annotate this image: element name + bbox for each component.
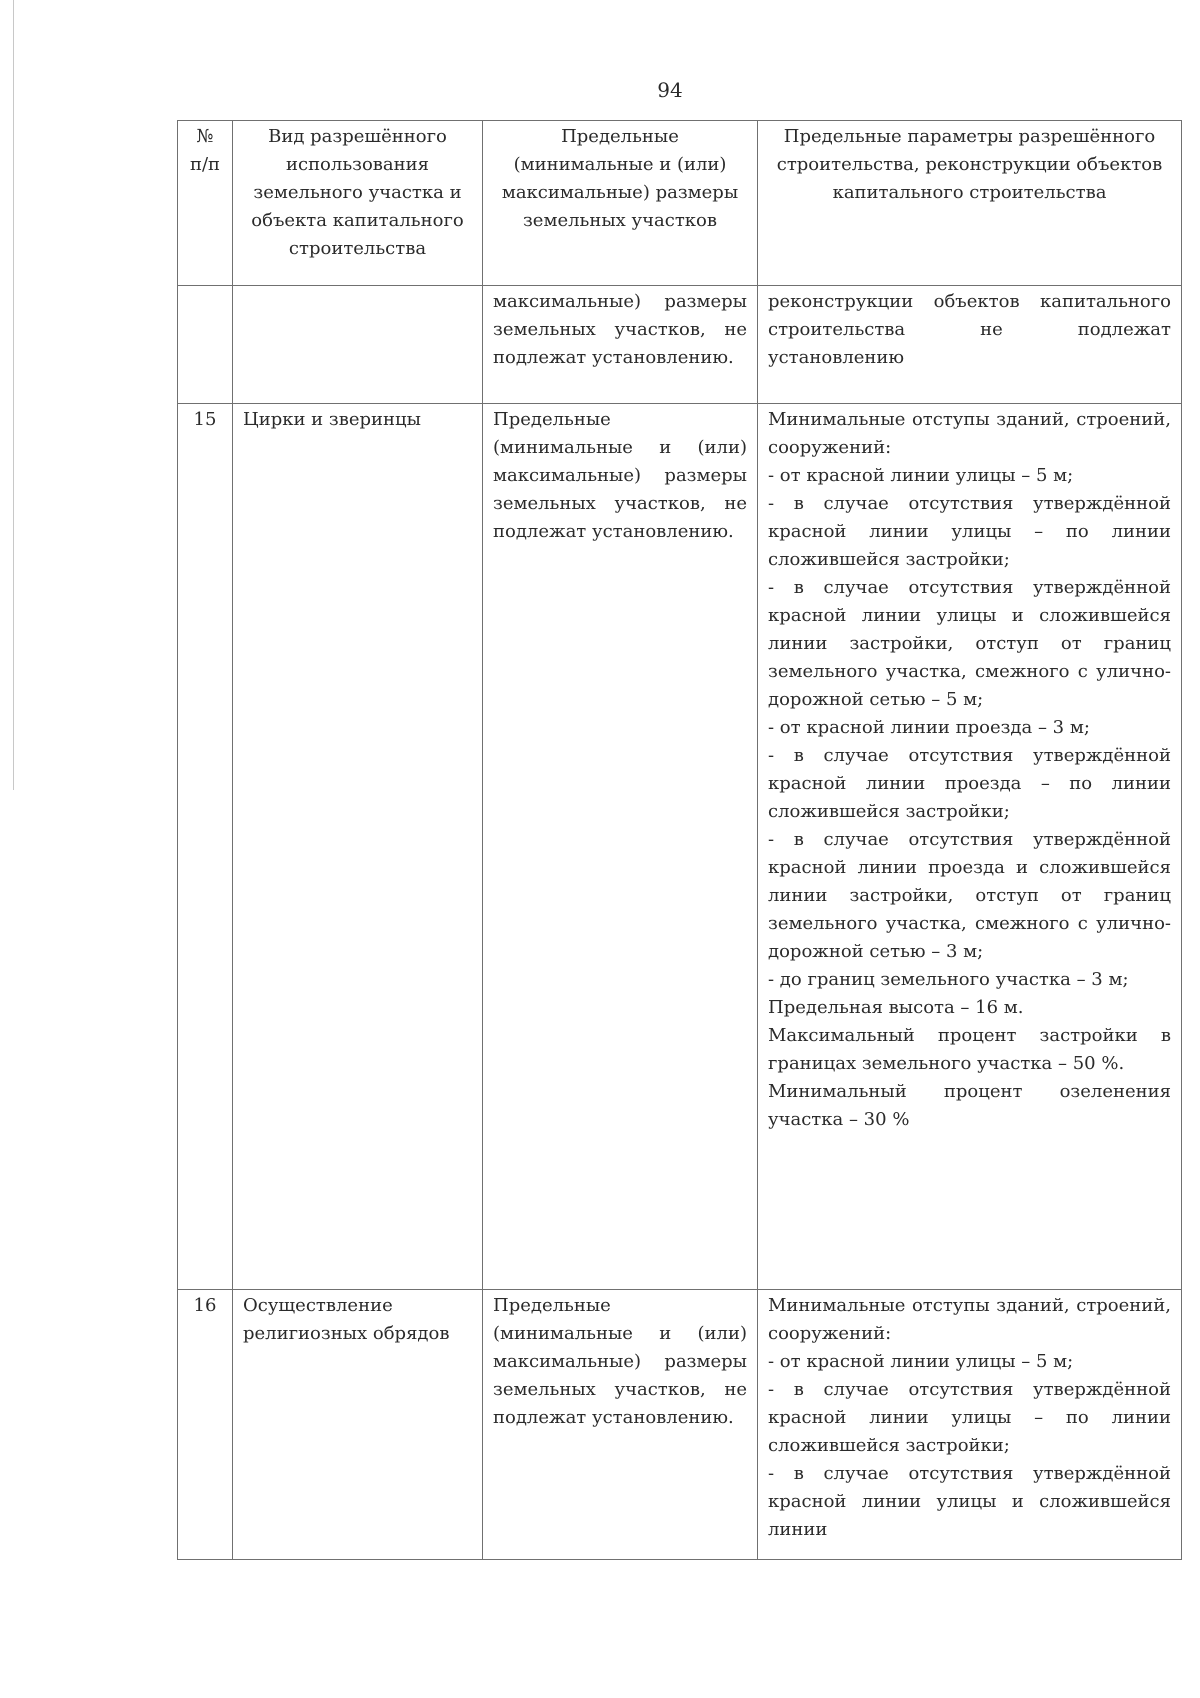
- param-line: - в случае отсутствия утверждённой красной линии улицы и сложившейся линии застройки, отступ от границ земельного участка, смежного с улично-дорожной сетью – 5 м;: [768, 577, 1171, 710]
- cell-use-type: Осуществление религиозных обрядов: [233, 1290, 483, 1560]
- param-line: - в случае отсутствия утверждённой красной линии проезда и сложившейся линии застройки, отступ от границ земельного участка, смежного с улично-дорожной сетью – 3 м;: [768, 829, 1171, 962]
- table-row: [178, 404, 1182, 1290]
- cell-use-type: [233, 286, 483, 404]
- param-line: - от красной линии улицы – 5 м;: [768, 465, 1074, 486]
- cell-build-params: [758, 404, 1182, 1290]
- param-line: Минимальные отступы зданий, строений, сооружений:: [768, 409, 1171, 458]
- cell-number: [178, 286, 233, 404]
- scan-margin-line: [13, 0, 14, 790]
- header-build-params: Предельные параметры разрешённого строительства, реконструкции объектов капитального строительства: [758, 121, 1182, 286]
- param-line: Минимальный процент озеленения участка – 30 %: [768, 1081, 1171, 1130]
- param-line: - в случае отсутствия утверждённой красной линии улицы – по линии сложившейся застройки;: [768, 1379, 1171, 1456]
- header-number: № п/п: [178, 121, 233, 286]
- cell-plot-sizes: максимальные) размеры земельных участков, не подлежат установлению.: [483, 286, 758, 404]
- page-number: 94: [657, 78, 683, 102]
- param-line: - в случае отсутствия утверждённой красной линии улицы и сложившейся линии: [768, 1463, 1171, 1540]
- cell-number: 15: [178, 404, 233, 1290]
- table-row: [178, 1290, 1182, 1560]
- param-line: Предельная высота – 16 м.: [768, 997, 1024, 1018]
- param-line: Минимальные отступы зданий, строений, сооружений:: [768, 1295, 1171, 1344]
- header-use-type: Вид разрешённого использования земельного участка и объекта капитального строительства: [233, 121, 483, 286]
- header-plot-sizes: Предельные (минимальные и (или) максимальные) размеры земельных участков: [483, 121, 758, 286]
- param-line: - от красной линии улицы – 5 м;: [768, 1351, 1074, 1372]
- cell-build-params: [758, 1290, 1182, 1560]
- cell-use-type: Цирки и зверинцы: [233, 404, 483, 1290]
- cell-number: 16: [178, 1290, 233, 1560]
- param-line: Максимальный процент застройки в границах земельного участка – 50 %.: [768, 1025, 1171, 1074]
- param-line: - в случае отсутствия утверждённой красной линии проезда – по линии сложившейся застройки;: [768, 745, 1171, 822]
- param-line: - в случае отсутствия утверждённой красной линии улицы – по линии сложившейся застройки;: [768, 493, 1171, 570]
- table-row-continuation: [178, 286, 1182, 404]
- table-header-row: [178, 121, 1182, 286]
- param-line: - от красной линии проезда – 3 м;: [768, 717, 1090, 738]
- param-line: - до границ земельного участка – 3 м;: [768, 969, 1129, 990]
- regulations-table: [177, 120, 1182, 1560]
- cell-plot-sizes: Предельные (минимальные и (или) максимальные) размеры земельных участков, не подлежат установлению.: [483, 404, 758, 1290]
- cell-build-params: реконструкции объектов капитального строительства не подлежат установлению: [758, 286, 1182, 404]
- cell-plot-sizes: Предельные (минимальные и (или) максимальные) размеры земельных участков, не подлежат установлению.: [483, 1290, 758, 1560]
